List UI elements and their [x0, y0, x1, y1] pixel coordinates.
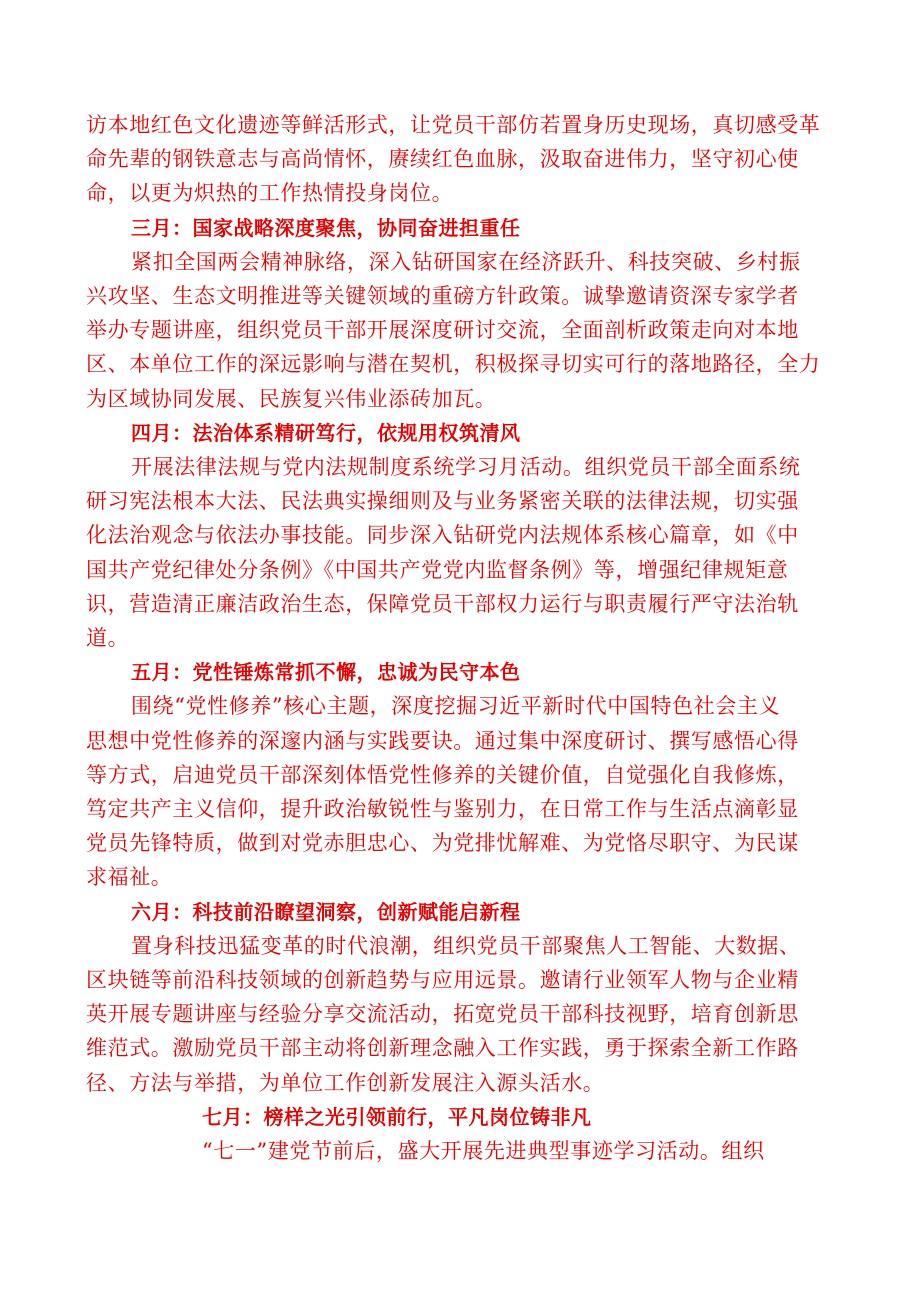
paragraph-line: 党员先锋特质，做到对党赤胆忠心、为党排忧解难、为党恪尽职守、为民谋 — [86, 831, 799, 856]
paragraph-line: 等方式，启迪党员干部深刻体悟党性修养的关键价值，自觉强化自我修炼， — [86, 762, 799, 787]
section-heading: 四月：法治体系精研笃行，依规用权筑清风 — [131, 420, 521, 445]
paragraph-line: 开展法律法规与党内法规制度系统学习月活动。组织党员干部全面系统 — [131, 455, 801, 479]
paragraph-line: 国共产党纪律处分条例》《中国共产党党内监督条例》等，增强纪律规矩意 — [86, 557, 789, 582]
paragraph-line: 紧扣全国两会精神脉络，深入钻研国家在经济跃升、科技突破、乡村振 — [131, 249, 801, 274]
paragraph-line: 命，以更为炽热的工作热情投身岗位。 — [86, 181, 454, 206]
paragraph-line: 英开展专题讲座与经验分享交流活动，拓宽党员干部科技视野，培育创新思 — [86, 1002, 799, 1027]
paragraph-line: 置身科技迅猛变革的时代浪潮，组织党员干部聚焦人工智能、大数据、 — [131, 933, 801, 958]
paragraph-line: 研习宪法根本大法、民法典实操细则及与业务紧密关联的法律法规，切实强 — [86, 489, 799, 514]
paragraph-line: 区、本单位工作的深远影响与潜在契机，积极探寻切实可行的落地路径，全力 — [86, 352, 821, 377]
section-heading: 五月：党性锤炼常抓不懈，忠诚为民守本色 — [131, 660, 521, 685]
paragraph-line: 道。 — [86, 626, 130, 650]
paragraph-line: 识，营造清正廉洁政治生态，保障党员干部权力运行与职责履行严守法治轨 — [86, 591, 799, 616]
paragraph-line: 化法治观念与依法办事技能。同步深入钻研党内法规体系核心篇章，如《中 — [86, 523, 799, 548]
paragraph-line: 径、方法与举措，为单位工作创新发展注入源头活水。 — [86, 1070, 605, 1095]
paragraph-line: 求福祉。 — [86, 865, 173, 890]
paragraph-line: 围绕“党性修养”核心主题，深度挖掘习近平新时代中国特色社会主义 — [131, 694, 781, 719]
section-heading: 三月：国家战略深度聚焦，协同奋进担重任 — [131, 215, 521, 240]
paragraph-line: 思想中党性修养的深邃内涵与实践要诀。通过集中深度研讨、撰写感悟心得 — [86, 728, 799, 753]
paragraph-line: 笃定共产主义信仰，提升政治敏锐性与鉴别力，在日常工作与生活点滴彰显 — [86, 797, 799, 821]
section-heading: 七月：榜样之光引领前行，平凡岗位铸非凡 — [202, 1104, 592, 1129]
paragraph-line: 访本地红色文化遗迹等鲜活形式，让党员干部仿若置身历史现场，真切感受革 — [86, 113, 821, 137]
paragraph-line: 命先辈的钢铁意志与高尚情怀，赓续红色血脉，汲取奋进伟力，坚守初心使 — [86, 147, 799, 172]
paragraph-line: 区块链等前沿科技领域的创新趋势与应用远景。邀请行业领军人物与企业精 — [86, 968, 799, 992]
paragraph-line: 举办专题讲座，组织党员干部开展深度研讨交流，全面剖析政策走向对本地 — [86, 318, 799, 343]
paragraph-line: 兴攻坚、生态文明推进等关键领域的重磅方针政策。诚挚邀请资深专家学者 — [86, 284, 799, 308]
paragraph-line: 维范式。激励党员干部主动将创新理念融入工作实践，勇于探索全新工作路 — [86, 1036, 799, 1061]
section-heading: 六月：科技前沿瞭望洞察，创新赋能启新程 — [131, 899, 521, 924]
paragraph-line: “七一”建党节前后，盛大开展先进典型事迹学习活动。组织 — [202, 1139, 765, 1163]
paragraph-line: 为区域协同发展、民族复兴伟业添砖加瓦。 — [86, 386, 497, 411]
